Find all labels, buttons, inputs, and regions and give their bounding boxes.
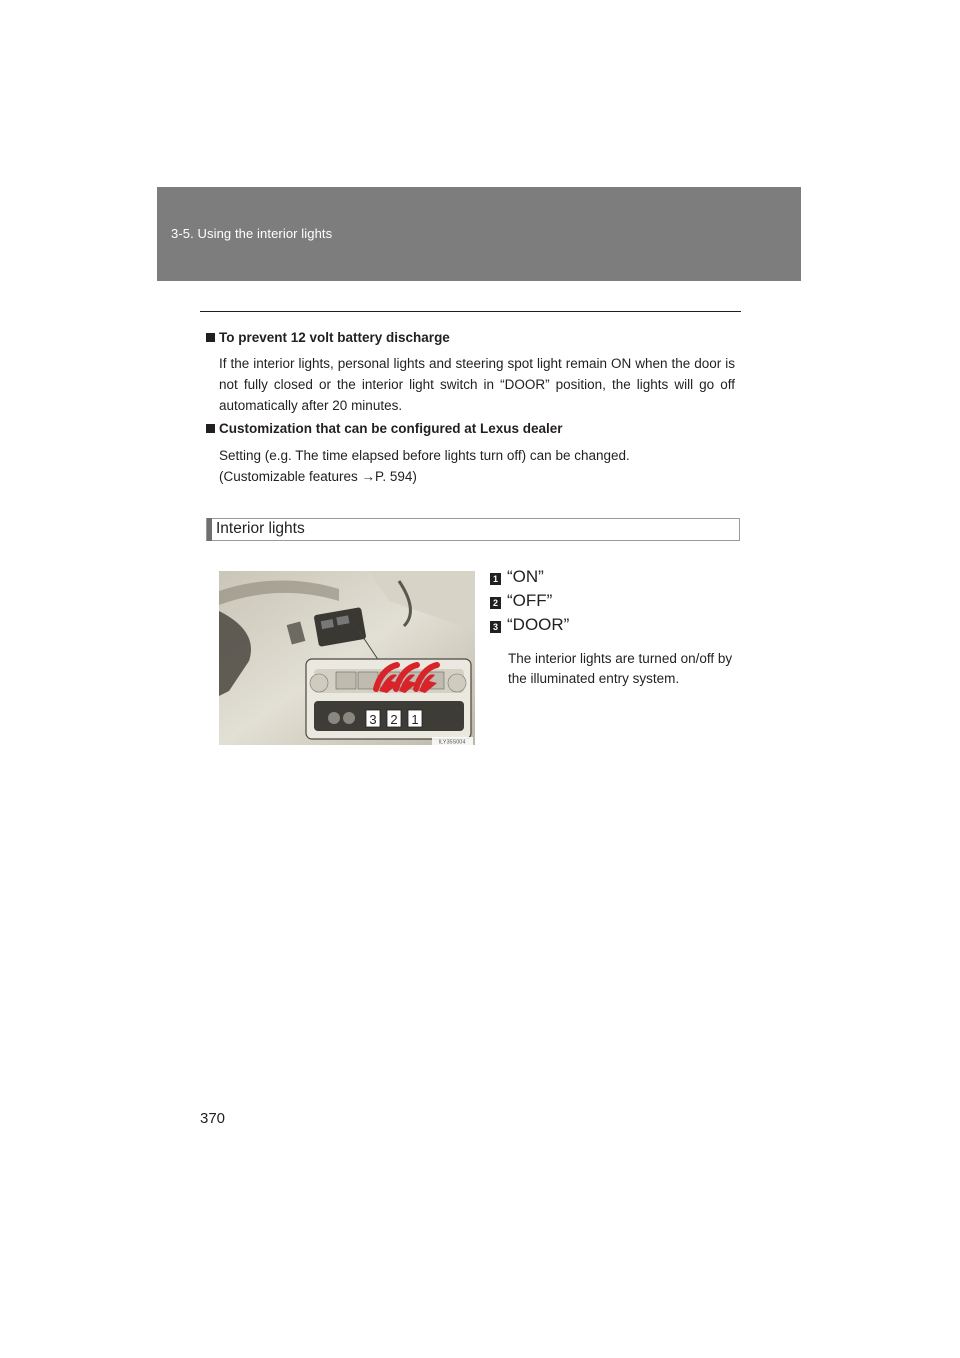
callout-number: 3 — [369, 712, 377, 727]
option-door: “DOOR” — [507, 615, 570, 634]
section-breadcrumb: 3-5. Using the interior lights — [171, 226, 333, 241]
section-heading-box — [206, 518, 740, 541]
section-title: Interior lights — [216, 520, 305, 537]
item-number-badge: 2 — [490, 597, 501, 609]
door-description: The interior lights are turned on/off by the illuminated entry system. — [508, 651, 733, 686]
note-body-customization: Setting (e.g. The time elapsed before lights turn off) can be changed. — [219, 448, 630, 463]
callout-number: 1 — [411, 712, 419, 727]
bullet-square-icon — [206, 333, 215, 342]
callout-number: 2 — [390, 712, 398, 727]
option-on: “ON” — [507, 567, 544, 586]
section-heading-bar — [207, 518, 212, 541]
note-customization-reference: (Customizable features →P. 594) — [219, 469, 417, 484]
item-number-badge: 1 — [490, 573, 501, 585]
page-number: 370 — [200, 1110, 226, 1127]
divider — [200, 311, 741, 312]
item-number-badge: 3 — [490, 621, 501, 633]
option-off: “OFF” — [507, 591, 553, 610]
note-body-battery: If the interior lights, personal lights and steering spot light remain ON when the door is not fully closed or the interior light switch in “DOOR” position, the lights will go off automatically after 20 minutes. — [219, 356, 735, 413]
bullet-square-icon — [206, 424, 215, 433]
interior-light-switch-photo — [219, 571, 475, 745]
note-title-battery: To prevent 12 volt battery discharge — [206, 330, 450, 345]
figure-code: ILY35S004 — [438, 739, 466, 745]
note-title-customization: Customization that can be configured at Lexus dealer — [206, 421, 563, 436]
